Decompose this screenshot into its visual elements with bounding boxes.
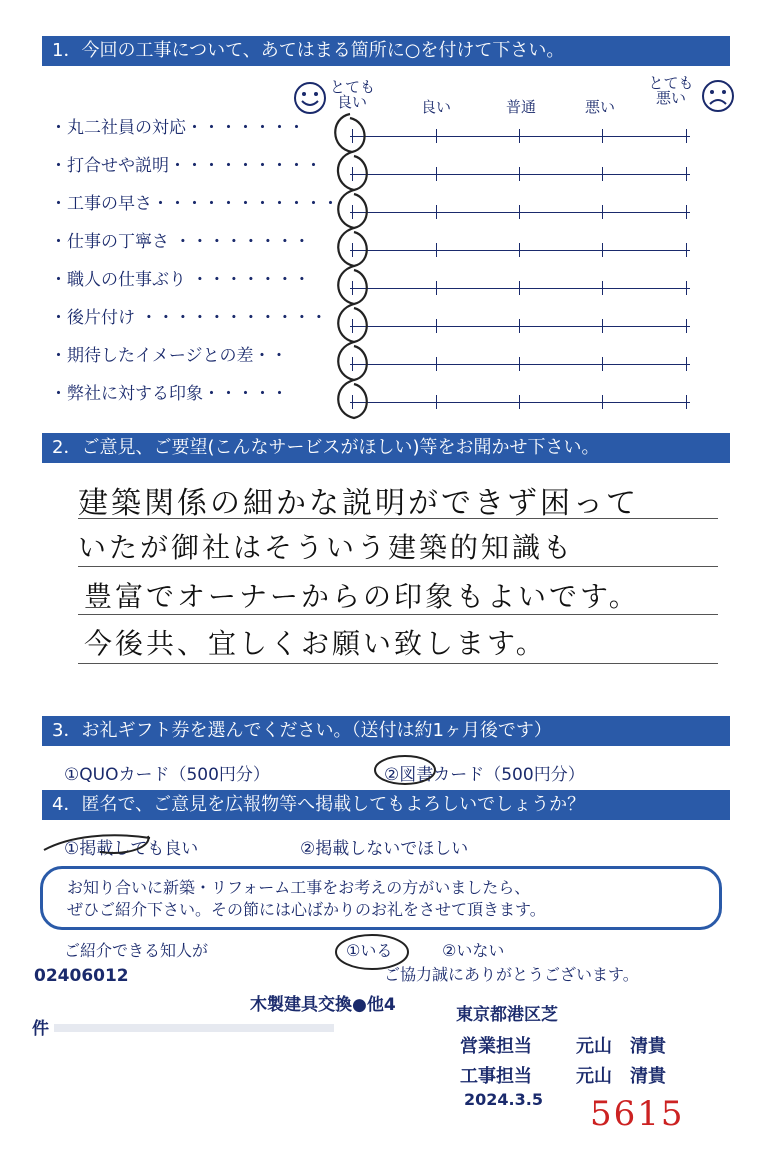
rating-very-good: とても 良い [330, 78, 376, 111]
handwritten-selection-circle [40, 822, 160, 862]
rating-option-tick[interactable] [686, 357, 687, 371]
gift-option-book[interactable]: ②図書カード（500円分） [384, 765, 585, 785]
rating-option-tick[interactable] [436, 281, 437, 295]
rating-very-bad: とても 悪い [648, 74, 694, 107]
rating-option-tick[interactable] [602, 281, 603, 295]
rating-option-tick[interactable] [686, 205, 687, 219]
rating-scale-line [350, 326, 690, 327]
rating-option-tick[interactable] [602, 243, 603, 257]
thanks-text: ご協力誠にありがとうございます。 [384, 965, 639, 984]
rating-scale-line [350, 212, 690, 213]
rating-item-label: ・丸二社員の対応・・・・・・・ [50, 118, 305, 138]
rating-scale-line [350, 250, 690, 251]
sales-label: 営業担当 [460, 1036, 532, 1057]
referral-notice-box [40, 866, 722, 930]
construction-name: 元山 清貴 [576, 1066, 666, 1087]
referral-label: ご紹介できる知人が [64, 941, 209, 960]
publish-option-no[interactable]: ②掲載しないでほしい [300, 839, 469, 859]
rating-option-tick[interactable] [436, 167, 437, 181]
section2-header: 2．ご意見、ご要望(こんなサービスがほしい)等をお聞かせ下さい。 [42, 433, 730, 463]
redacted-bar [54, 1024, 334, 1032]
rating-scale-line [350, 402, 690, 403]
rating-item-label: ・後片付け ・・・・・・・・・・・ [50, 308, 328, 328]
rating-option-tick[interactable] [436, 205, 437, 219]
rating-option-tick[interactable] [519, 167, 520, 181]
comment-line-4: 今後共、宜しくお願い致します。 [84, 627, 547, 660]
rating-scale-line [350, 136, 690, 137]
rating-option-tick[interactable] [436, 357, 437, 371]
rating-scale-line [350, 288, 690, 289]
publish-option-ok[interactable]: ①掲載しても良い [64, 839, 199, 859]
rating-option-tick[interactable] [519, 395, 520, 409]
notice-line-1: お知り合いに新築・リフォーム工事をお考えの方がいましたら、 [67, 878, 531, 897]
rating-option-tick[interactable] [602, 395, 603, 409]
project-name: 木製建具交換●他4 [250, 995, 396, 1015]
rating-good: 良い [420, 98, 451, 116]
construction-label: 工事担当 [460, 1066, 532, 1087]
gift-option-quo[interactable]: ①QUOカード（500円分） [64, 765, 270, 785]
comment-line-1: 建築関係の細かな説明ができず困って [78, 486, 639, 521]
notice-line-2: ぜひご紹介下さい。その節には心ばかりのお礼をさせて頂きます。 [67, 900, 546, 919]
section3-header: 3．お礼ギフト券を選んでください。（送付は約1ヶ月後です） [42, 716, 730, 746]
rating-item-label: ・期待したイメージとの差・・ [50, 346, 288, 366]
rating-option-tick[interactable] [686, 395, 687, 409]
comment-line-3: 豊富でオーナーからの印象もよいです。 [84, 580, 640, 613]
rating-bad: 悪い [584, 98, 615, 116]
handwritten-rating-circles [320, 108, 390, 428]
rating-option-tick[interactable] [519, 243, 520, 257]
rating-option-tick[interactable] [686, 129, 687, 143]
section1-header: 1．今回の工事について、あてはまる箇所に○を付けて下さい。 [42, 36, 730, 66]
rating-item-label: ・職人の仕事ぶり ・・・・・・・ [50, 270, 311, 290]
record-id: 02406012 [34, 966, 129, 986]
rating-option-tick[interactable] [686, 167, 687, 181]
rating-option-tick[interactable] [519, 129, 520, 143]
rating-option-tick[interactable] [519, 319, 520, 333]
rating-option-tick[interactable] [602, 357, 603, 371]
rating-option-tick[interactable] [686, 281, 687, 295]
rating-item-label: ・工事の早さ・・・・・・・・・・・ [50, 194, 339, 214]
address: 東京都港区芝 [456, 1005, 558, 1025]
rating-item-label: ・仕事の丁寧さ ・・・・・・・・ [50, 232, 311, 252]
rating-scale-line [350, 364, 690, 365]
rating-option-tick[interactable] [519, 281, 520, 295]
date: 2024.3.5 [464, 1090, 543, 1109]
rating-option-tick[interactable] [519, 357, 520, 371]
rating-option-tick[interactable] [602, 319, 603, 333]
comment-line-2: いたが御社はそういう建築的知識も [78, 531, 575, 564]
section4-header: 4．匿名で、ご意見を広報物等へ掲載してもよろしいでしょうか？ [42, 790, 730, 820]
sales-name: 元山 清貴 [576, 1036, 666, 1057]
sad-face-icon [700, 78, 736, 114]
rating-option-tick[interactable] [686, 243, 687, 257]
rating-option-tick[interactable] [436, 395, 437, 409]
rating-normal: 普通 [505, 98, 536, 116]
rating-option-tick[interactable] [602, 167, 603, 181]
subject-prefix: 件 [32, 1019, 49, 1039]
rating-option-tick[interactable] [436, 319, 437, 333]
handwritten-selection-circle [370, 748, 440, 788]
referral-option-yes[interactable]: ①いる [346, 941, 393, 960]
ruled-line [78, 663, 718, 664]
rating-option-tick[interactable] [436, 243, 437, 257]
rating-option-tick[interactable] [602, 205, 603, 219]
handwritten-number: 5615 [590, 1094, 685, 1134]
rating-scale-line [350, 174, 690, 175]
rating-item-label: ・打合せや説明・・・・・・・・・ [50, 156, 322, 176]
rating-item-label: ・弊社に対する印象・・・・・ [50, 384, 288, 404]
rating-option-tick[interactable] [602, 129, 603, 143]
rating-option-tick[interactable] [436, 129, 437, 143]
rating-option-tick[interactable] [519, 205, 520, 219]
referral-option-no[interactable]: ②いない [442, 941, 505, 960]
ruled-line [78, 566, 718, 567]
rating-option-tick[interactable] [686, 319, 687, 333]
